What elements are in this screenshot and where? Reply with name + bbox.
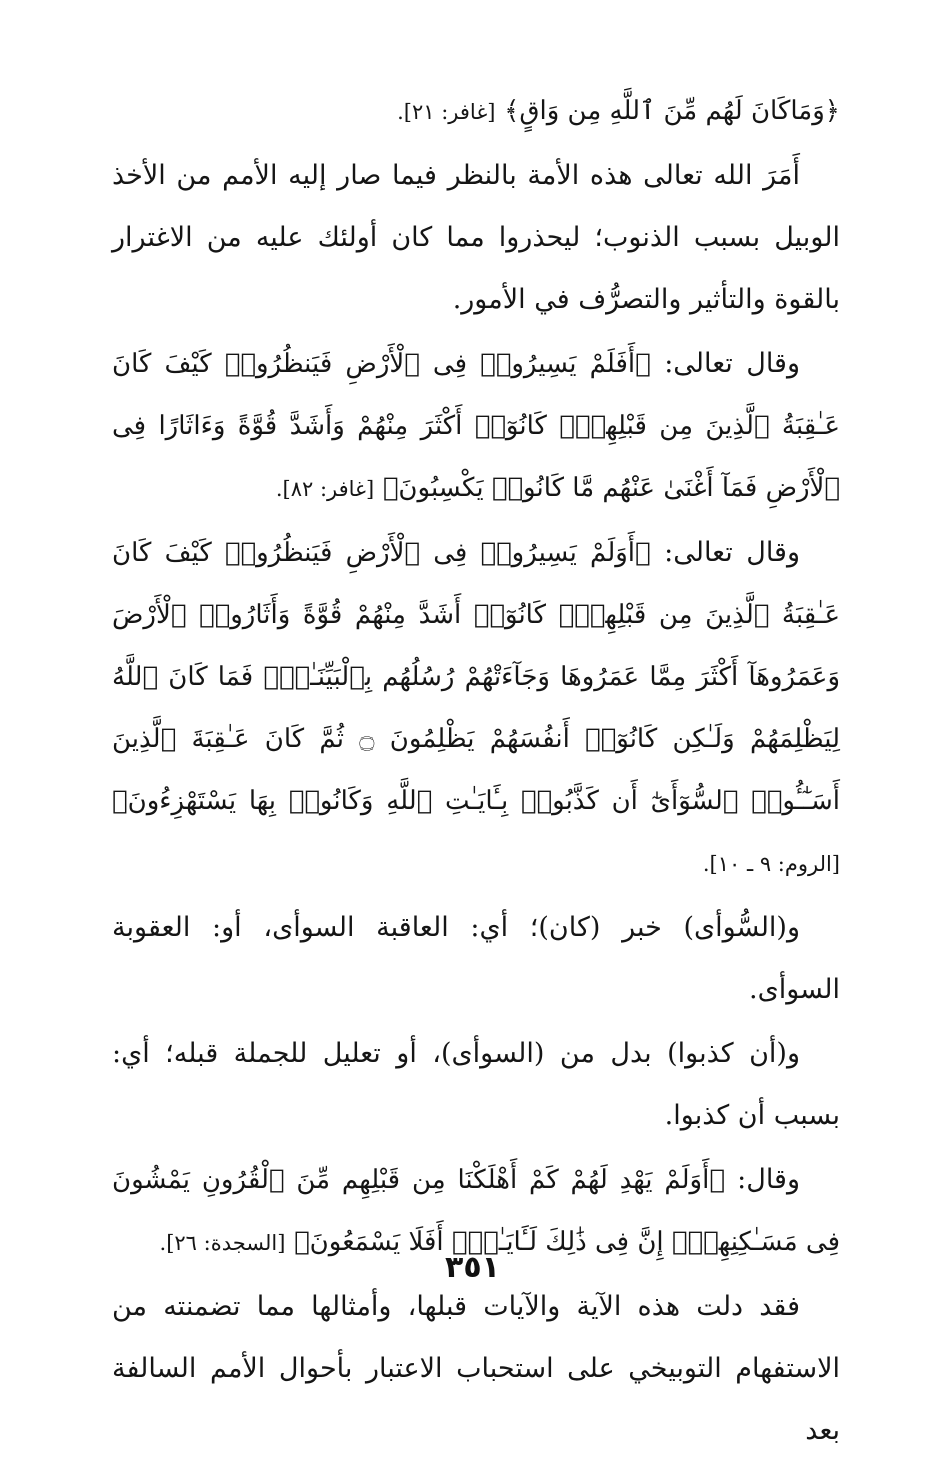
- page-number: ٣٥١: [445, 1250, 500, 1285]
- verse-intro: وقال تعالى:: [664, 348, 800, 379]
- verse-reference: [غافر: ٢١].: [397, 100, 496, 124]
- paragraph-grammar-note-2: و(أن كذبوا) بدل من (السوأى)، أو تعليل للجملة قبله؛ أي: بسبب أن كذبوا.: [112, 1038, 840, 1131]
- quran-verse: ﴿أَفَلَمْ يَسِيرُوا۟ فِى ٱلْأَرْضِ فَيَنظُرُوا۟ كَيْفَ كَانَ عَـٰقِبَةُ ٱلَّذِينَ مِن قَبْلِهِمْۚ كَانُوٓا۟ أَكْثَرَ مِنْهُمْ وَأَشَدَّ قُوَّةً وَءَاثَارًا فِى ٱلْأَرْضِ فَمَآ أَغْنَىٰ عَنْهُم مَّا كَانُوا۟ يَكْسِبُونَ﴾: [112, 349, 840, 503]
- paragraph-grammar-note-1: و(السُّوأى) خبر (كان)؛ أي: العاقبة السوأى، أو: العقوبة السوأى.: [112, 912, 840, 1005]
- verse-intro: وقال:: [737, 1164, 800, 1195]
- verse-reference: [غافر: ٨٢].: [275, 477, 375, 501]
- verse-reference: [السجدة: ٢٦].: [159, 1231, 286, 1255]
- paragraph-verse-ghafir-21: [112, 80, 840, 143]
- verse-intro: وقال تعالى:: [664, 537, 800, 568]
- paragraph-verse-ghafir-82: [112, 333, 840, 520]
- paragraph-conclusion: فقد دلت هذه الآية والآيات قبلها، وأمثالها مما تضمنته من الاستفهام التوبيخي على استحباب الاعتبار بأحوال الأمم السالفة بعد: [112, 1291, 840, 1446]
- quran-verse: ﴿أَوَلَمْ يَهْدِ لَهُمْ كَمْ أَهْلَكْنَا مِن قَبْلِهِم مِّنَ ٱلْقُرُونِ يَمْشُونَ فِى مَسَـٰكِنِهِمْۚ إِنَّ فِى ذَٰلِكَ لَـَٔايَـٰتٍۖ أَفَلَا يَسْمَعُونَ﴾: [112, 1165, 840, 1257]
- quran-verse: ﴿وَمَاكَانَ لَهُم مِّنَ ٱللَّهِ مِن وَاقٍ﴾: [504, 96, 840, 126]
- paragraph-commentary: أَمَرَ الله تعالى هذه الأمة بالنظر فيما صار إليه الأمم من الأخذ الوبيل بسبب الذنوب؛ ليحذروا مما كان أولئك عليه من الاغترار بالقوة والتأثير والتصرُّف في الأمور.: [112, 160, 840, 315]
- paragraph-verse-rum-9-10: [112, 522, 840, 895]
- quran-verse: ﴿أَوَلَمْ يَسِيرُوا۟ فِى ٱلْأَرْضِ فَيَنظُرُوا۟ كَيْفَ كَانَ عَـٰقِبَةُ ٱلَّذِينَ مِن قَبْلِهِمْۚ كَانُوٓا۟ أَشَدَّ مِنْهُمْ قُوَّةً وَأَثَارُوا۟ ٱلْأَرْضَ وَعَمَرُوهَآ أَكْثَرَ مِمَّا عَمَرُوهَا وَجَآءَتْهُمْ رُسُلُهُم بِٱلْبَيِّنَـٰتِۖ فَمَا كَانَ ٱللَّهُ لِيَظْلِمَهُمْ وَلَـٰكِن كَانُوٓا۟ أَنفُسَهُمْ يَظْلِمُونَ ۝ ثُمَّ كَانَ عَـٰقِبَةَ ٱلَّذِينَ أَسَـٰٓـُٔوا۟ ٱلسُّوٓأَىٰٓ أَن كَذَّبُوا۟ بِـَٔايَـٰتِ ٱللَّهِ وَكَانُوا۟ بِهَا يَسْتَهْزِءُونَ﴾: [112, 538, 841, 816]
- verse-reference: [الروم: ٩ ـ ١٠].: [702, 852, 840, 876]
